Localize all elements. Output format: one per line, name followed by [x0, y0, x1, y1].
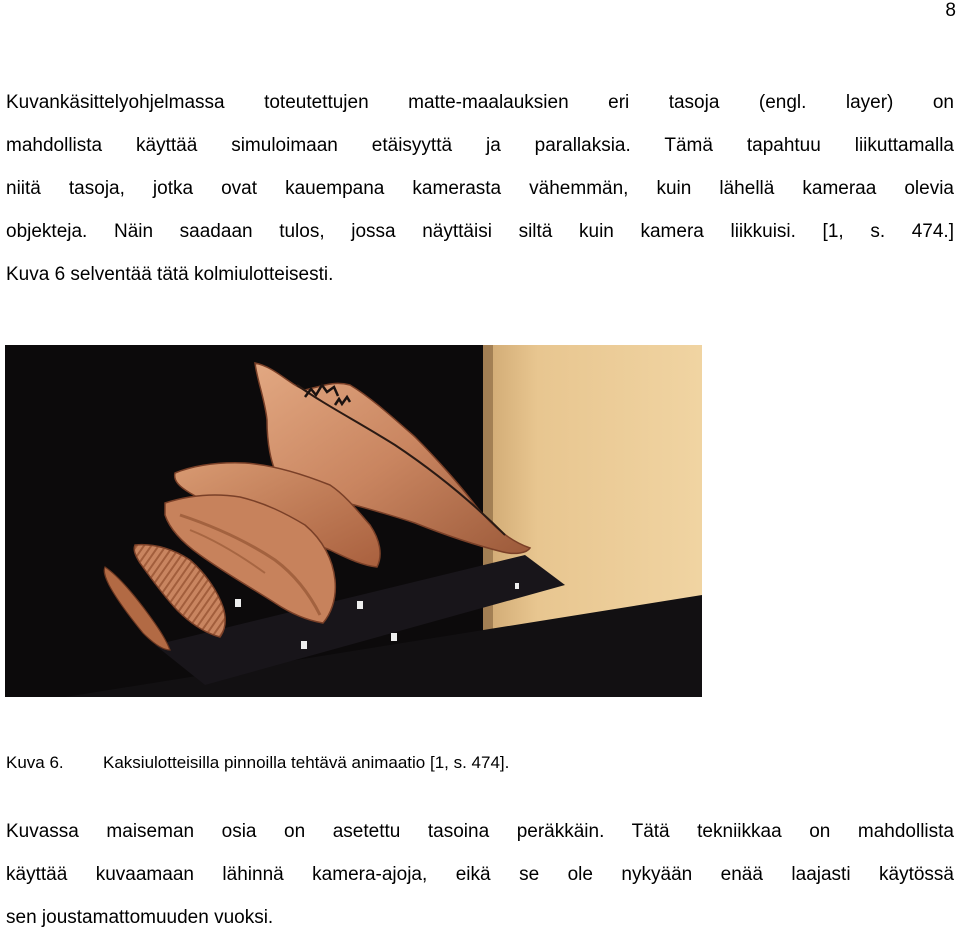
rail-marker — [357, 601, 363, 609]
paragraph-line: Kuvankäsittelyohjelmassa toteutettujen matte-maalauksien eri tasoja (engl. layer) on — [6, 92, 954, 113]
multiplane-illustration — [5, 345, 702, 697]
paragraph-line: sen joustamattomuuden vuoksi. — [6, 907, 274, 928]
rail-marker — [515, 583, 519, 589]
figure-multiplane-photo — [5, 345, 702, 697]
paragraph-line: käyttää kuvaamaan lähinnä kamera-ajoja, eikä se ole nykyään enää laajasti käytössä — [6, 864, 954, 885]
paragraph-line: objekteja. Näin saadaan tulos, jossa näyttäisi siltä kuin kamera liikkuisi. [1, s. 474.] — [6, 221, 954, 242]
caption-text: Kaksiulotteisilla pinnoilla tehtävä animaatio [1, s. 474]. — [103, 753, 510, 772]
rail-marker — [235, 599, 241, 607]
paragraph-line: Kuva 6 selventää tätä kolmiulotteisesti. — [6, 264, 334, 285]
figure-caption — [6, 752, 509, 774]
caption-label: Kuva 6. — [6, 753, 64, 772]
rail-marker — [301, 641, 307, 649]
body-paragraph-1 — [6, 81, 954, 296]
paragraph-line: mahdollista käyttää simuloimaan etäisyyttä ja parallaksia. Tämä tapahtuu liikuttamalla — [6, 135, 954, 156]
paragraph-line: niitä tasoja, jotka ovat kauempana kamerasta vähemmän, kuin lähellä kameraa olevia — [6, 178, 954, 199]
page-number: 8 — [945, 0, 956, 21]
paragraph-line: Kuvassa maiseman osia on asetettu tasoina peräkkäin. Tätä tekniikkaa on mahdollista — [6, 821, 954, 842]
body-paragraph-2 — [6, 810, 954, 939]
rail-marker — [391, 633, 397, 641]
